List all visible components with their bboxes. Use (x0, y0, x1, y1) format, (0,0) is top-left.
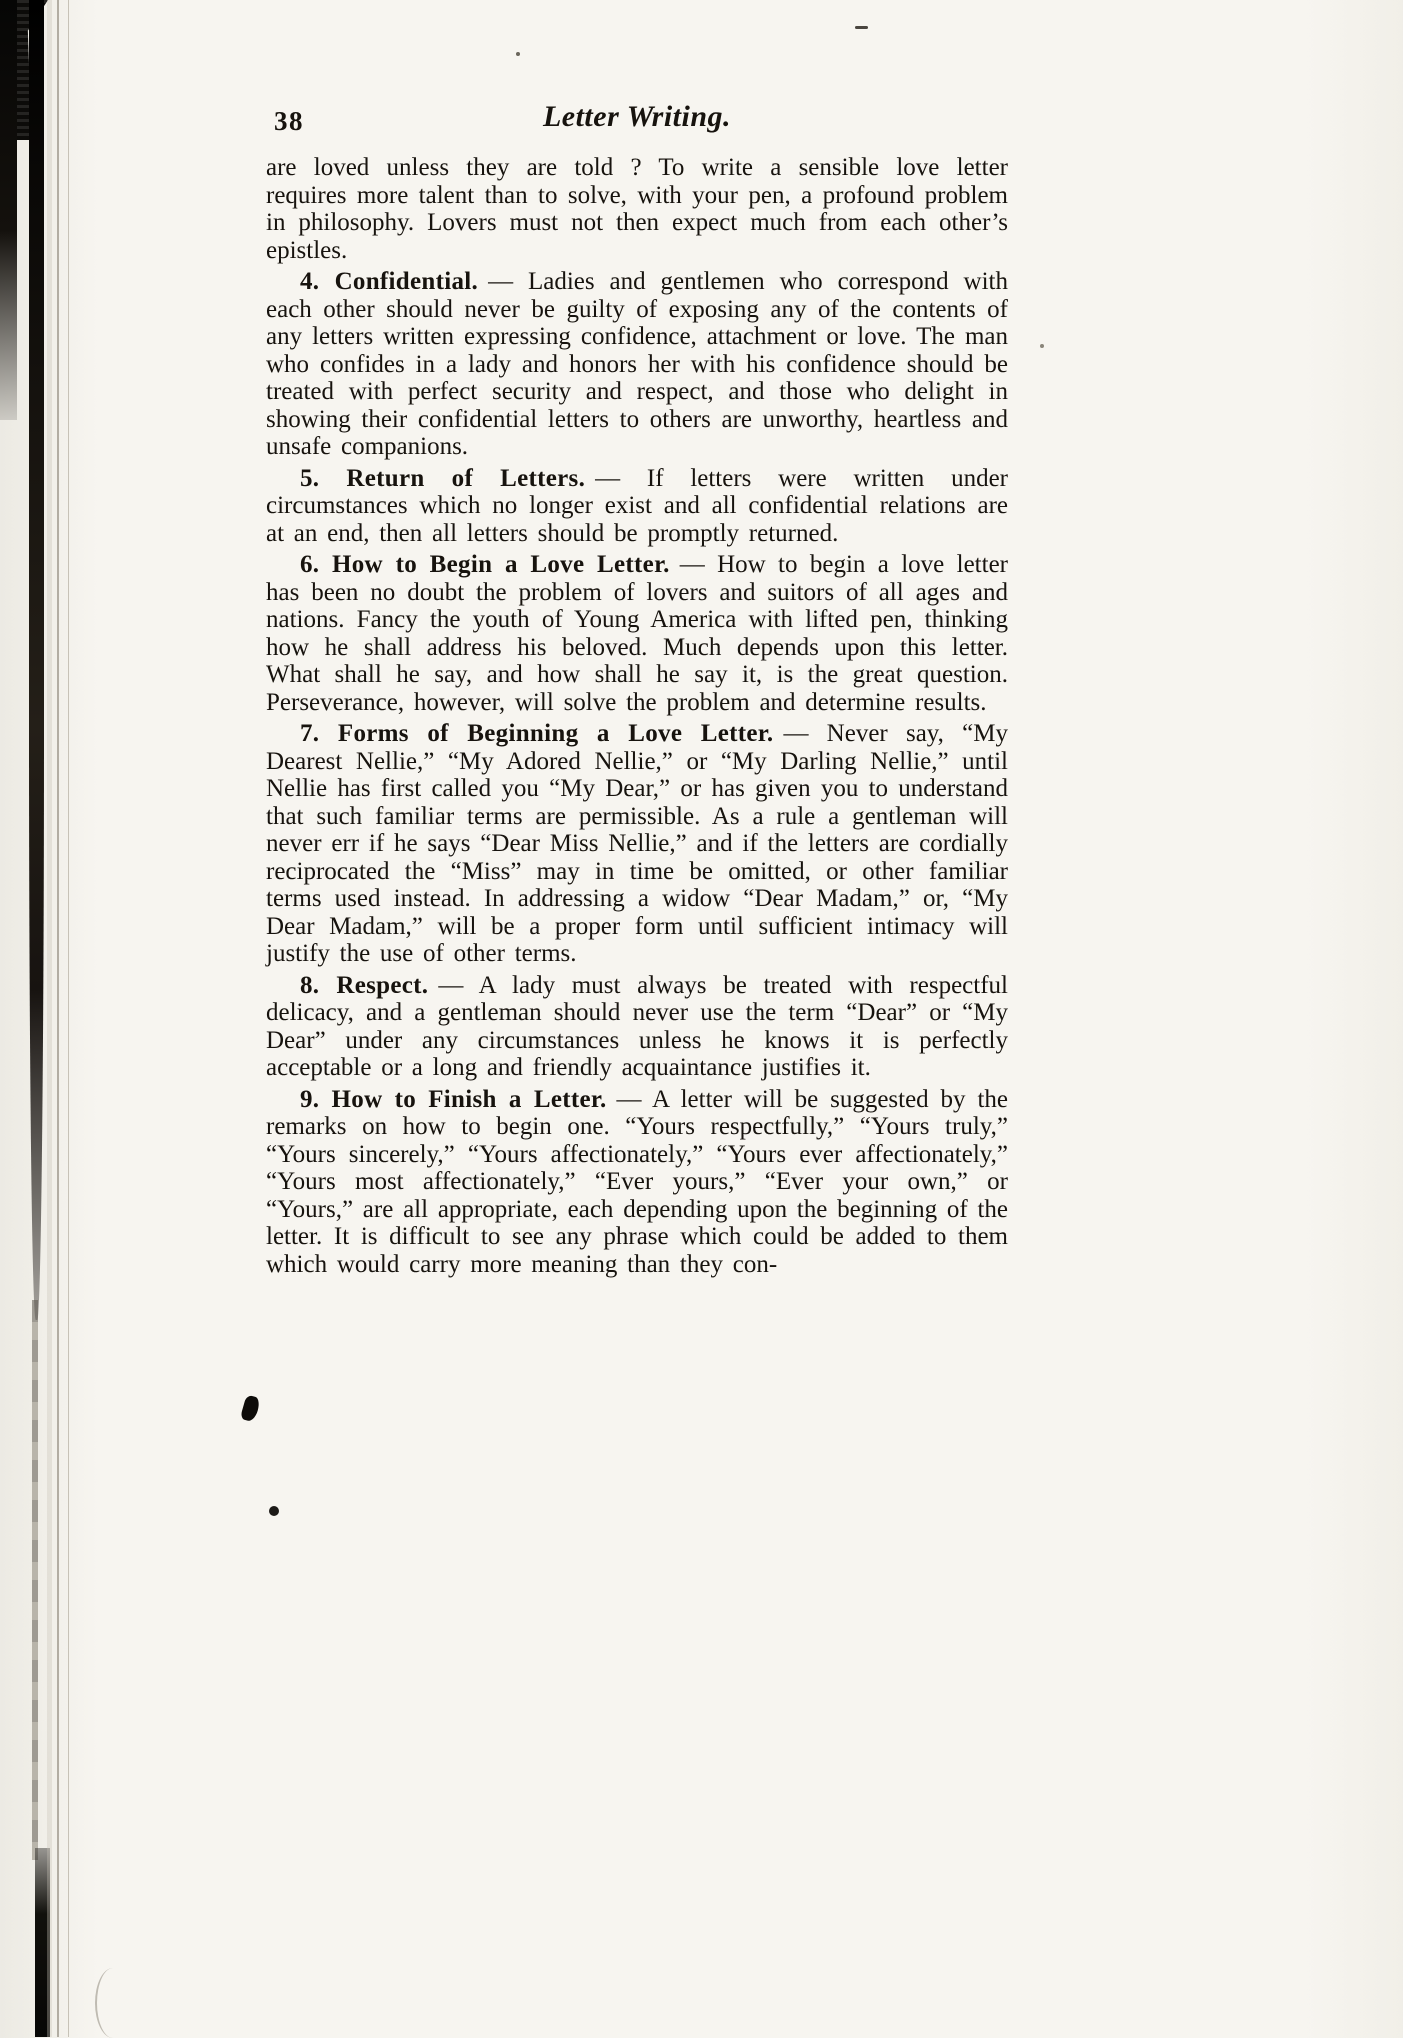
paragraph (266, 1086, 1008, 1279)
paragraph-heading: 5. Return of Letters. (300, 464, 586, 492)
paragraph (266, 154, 1008, 264)
paragraph-text: — How to begin a love letter has been no doubt the problem of lovers and suitors of all ages and nations. Fancy the youth of Young America with lifted pen, thinking how he shall address his beloved. Much depends upon this letter. What shall he say, and how shall he say it, is the great question. Perseverance, however, will solve the problem and determine results. (266, 551, 1008, 716)
scan-edge-line (68, 0, 69, 2037)
paragraph (266, 268, 1008, 461)
page-curl-line (95, 1968, 131, 2038)
text-block (266, 154, 1008, 1278)
ink-mark (1040, 344, 1044, 348)
scan-binding-stripe (35, 1848, 50, 2037)
scan-edge-line (47, 0, 52, 2037)
paragraph-text: — If letters were written under circumstances which no longer exist and all confidential relations are at an end, then all letters should be promptly returned. (266, 464, 1008, 547)
paragraph-text: are loved unless they are told ? To write a sensible love letter requires more talent than to solve, with your pen, a profound problem in philosophy. Lovers must not then expect much from each other’s epistles. (266, 154, 1008, 264)
ink-mark (269, 1506, 279, 1516)
ink-mark (516, 52, 520, 56)
paragraph-heading: 7. Forms of Beginning a Love Letter. (300, 720, 774, 747)
paragraph-heading: 6. How to Begin a Love Letter. (300, 551, 670, 578)
scan-binding-stripe (32, 1300, 38, 1860)
paragraph-text: — A lady must always be treated with respectful delicacy, and a gentleman should never use the term “Dear” or “My Dear” under any circumstances unless he knows it is perfectly acceptable or a long and friendly acquaintance justifies it. (266, 971, 1008, 1081)
paragraph-text: — Ladies and gentlemen who correspond with each other should never be guilty of exposing any of the contents of any letters written expressing confidence, attachment or love. The man who confides in a lady and honors her with his confidence should be treated with perfect security and respect, and those who delight in showing their confidential letters to others are unworthy, heartless and unsafe companions. (266, 268, 1009, 460)
paragraph (266, 465, 1008, 548)
scan-binding-stripe (29, 0, 44, 1320)
paragraph (266, 972, 1008, 1082)
ink-mark (855, 26, 868, 29)
page-number: 38 (274, 106, 304, 136)
scan-edge-line (57, 0, 59, 2037)
scan-corner-shadow (0, 0, 48, 140)
page-title: Letter Writing. (542, 100, 732, 133)
page-content (266, 100, 1008, 1282)
running-header (266, 100, 1008, 142)
paragraph-heading: 4. Confidential. (300, 268, 479, 295)
paragraph-heading: 8. Respect. (300, 971, 429, 999)
ink-mark (240, 1394, 261, 1422)
paragraph-text: — Never say, “My Dearest Nellie,” “My Adored Nellie,” or “My Darling Nellie,” until Nellie has first called you “My Dear,” or has given you to understand that such familiar terms are permissible. As a rule a gentleman will never err if he says “Dear Miss Nellie,” and if the letters are cordially reciprocated the “Miss” may in time be omitted, or other familiar terms used instead. In addressing a widow “Dear Madam,” or, “My Dear Madam,” will be a proper form until sufficient intimacy will justify the use of other terms. (266, 720, 1008, 967)
paragraph (266, 720, 1008, 968)
paragraph-text: — A letter will be suggested by the remarks on how to begin one. “Yours respectfully,” “Yours truly,” “Yours sincerely,” “Yours affectionately,” “Yours ever affectionately,” “Yours most affectionately,” “Ever yours,” “Ever your own,” or “Yours,” are all appropriate, each depending upon the beginning of the letter. It is difficult to see any phrase which could be added to them which would carry more meaning than they con- (266, 1085, 1008, 1278)
paragraph-heading: 9. How to Finish a Letter. (300, 1085, 607, 1113)
scan-binding-stripe (0, 0, 17, 420)
paragraph (266, 551, 1008, 716)
